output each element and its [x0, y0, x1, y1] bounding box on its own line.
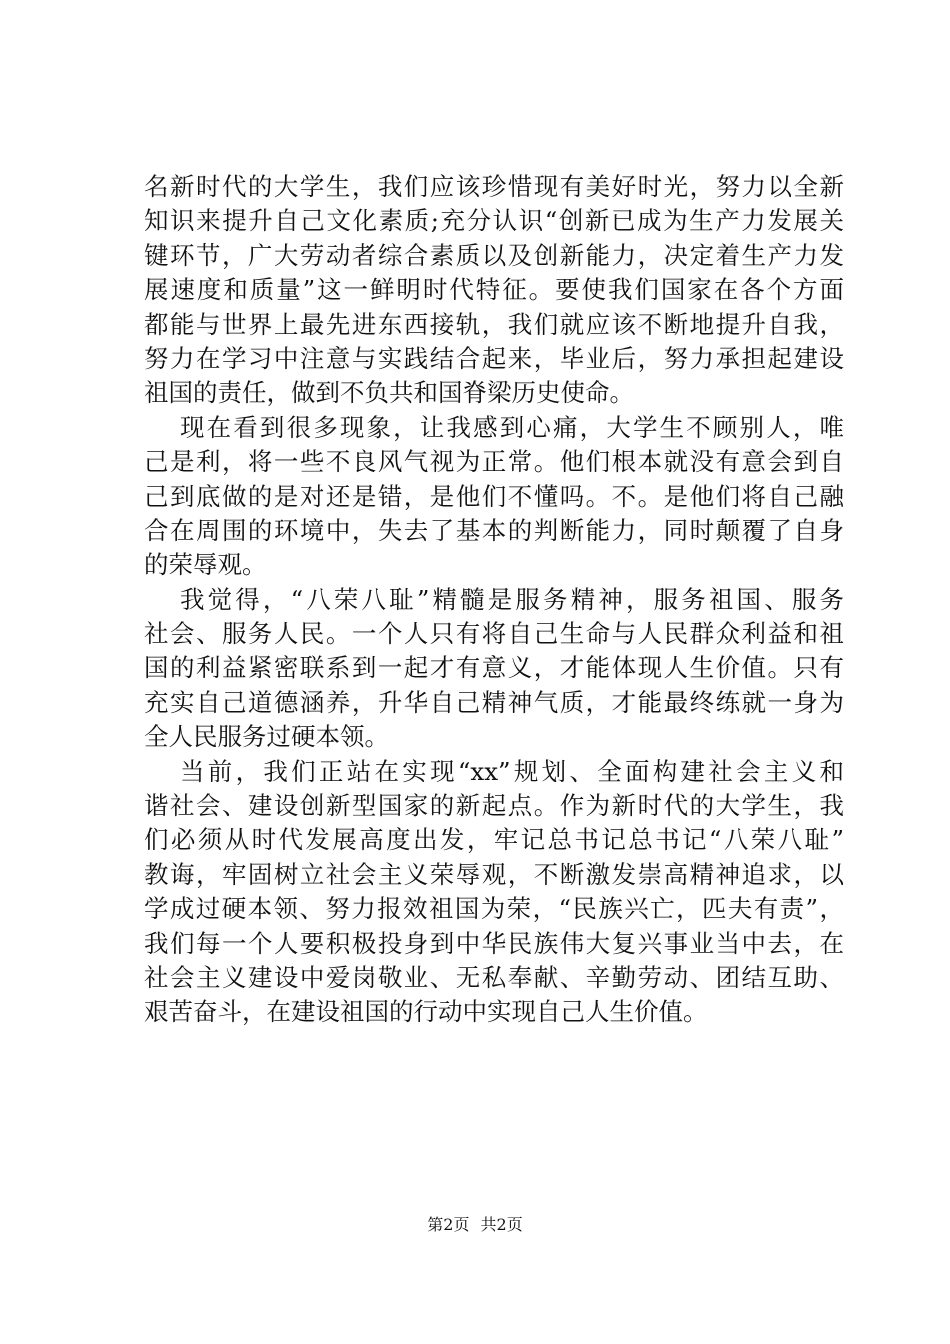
text-line: 努力在学习中注意与实践结合起来，毕业后，努力承担起建设 [144, 343, 844, 373]
text-line: 键环节，广大劳动者综合素质以及创新能力，决定着生产力发 [144, 240, 844, 270]
text-line: 国的利益紧密联系到一起才有意义，才能体现人生价值。只有 [144, 653, 844, 683]
text-line: 现在看到很多现象，让我感到心痛，大学生不顾别人，唯 [180, 412, 844, 442]
text-line: 我觉得，“八荣八耻”精髓是服务精神，服务祖国、服务 [180, 584, 844, 614]
text-line: 谐社会、建设创新型国家的新起点。作为新时代的大学生，我 [144, 791, 844, 821]
text-line: 都能与世界上最先进东西接轨，我们就应该不断地提升自我， [144, 309, 844, 339]
text-line: 学成过硬本领、努力报效祖国为荣，“民族兴亡，匹夫有责”， [144, 894, 844, 924]
text-line: 己是利，将一些不良风气视为正常。他们根本就没有意会到自 [144, 447, 844, 477]
text-line: 我们每一个人要积极投身到中华民族伟大复兴事业当中去，在 [144, 928, 844, 958]
text-line: 充实自己道德涵养，升华自己精神气质，才能最终练就一身为 [144, 687, 844, 717]
text-line: 知识来提升自己文化素质;充分认识“创新已成为生产力发展关 [144, 206, 844, 236]
page-number: 第2页 [427, 1215, 470, 1234]
text-line: 展速度和质量”这一鲜明时代特征。要使我们国家在各个方面 [144, 275, 844, 305]
text-line: 社会、服务人民。一个人只有将自己生命与人民群众利益和祖 [144, 619, 844, 649]
text-line: 艰苦奋斗，在建设祖国的行动中实现自己人生价值。 [144, 997, 708, 1027]
text-line: 名新时代的大学生，我们应该珍惜现有美好时光，努力以全新 [144, 172, 844, 201]
text-line: 己到底做的是对还是错，是他们不懂吗。不。是他们将自己融 [144, 481, 844, 511]
page-total: 共2页 [480, 1215, 523, 1234]
text-line: 合在周围的环境中，失去了基本的判断能力，同时颠覆了自身 [144, 515, 844, 545]
text-line: 的荣辱观。 [144, 550, 267, 580]
text-line: 全人民服务过硬本领。 [144, 722, 389, 752]
text-line: 当前，我们正站在实现“xx”规划、全面构建社会主义和 [180, 756, 844, 786]
text-line: 教诲，牢固树立社会主义荣辱观，不断激发崇高精神追求，以 [144, 859, 844, 889]
document-body [144, 170, 844, 1030]
text-line: 祖国的责任，做到不负共和国脊梁历史使命。 [144, 378, 634, 408]
page-footer [0, 1212, 950, 1235]
text-line: 社会主义建设中爱岗敬业、无私奉献、辛勤劳动、团结互助、 [144, 962, 844, 992]
text-line: 们必须从时代发展高度出发，牢记总书记总书记“八荣八耻” [144, 825, 844, 855]
